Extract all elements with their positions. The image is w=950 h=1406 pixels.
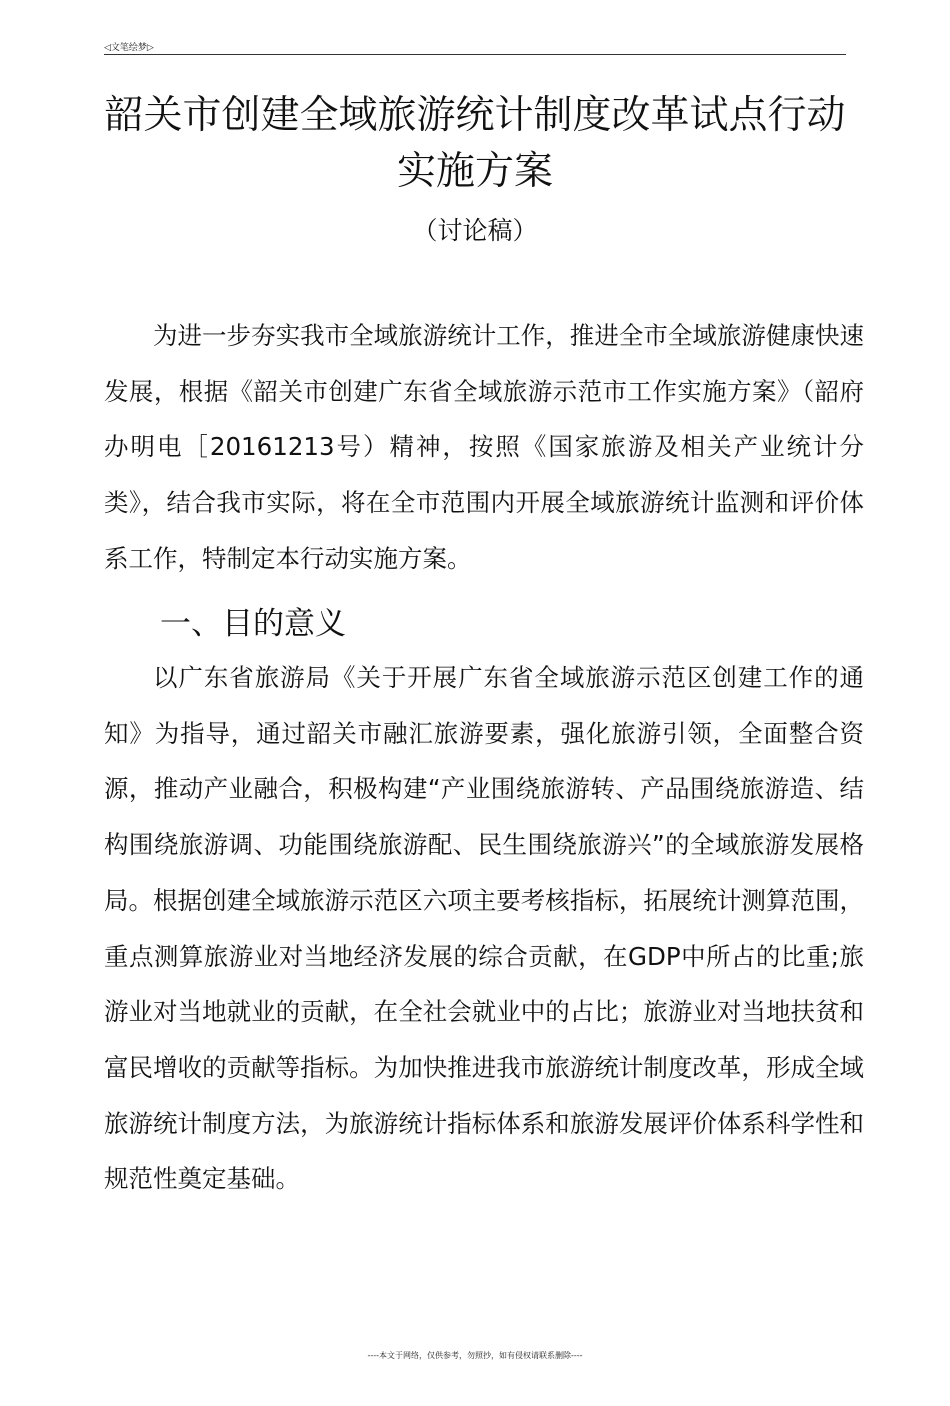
header-watermark: ◁文笔绘梦▷ — [104, 43, 154, 53]
section-heading-purpose: 一、目的意义 — [160, 606, 346, 642]
footer-disclaimer: ----本文于网络，仅供参考，勿照抄，如有侵权请联系删除---- — [367, 1351, 583, 1360]
intro-paragraph: 为进一步夯实我市全域旅游统计工作，推进全市全域旅游健康快速发展，根据《韶关市创建广东省全域旅游示范市工作实施方案》（韶府办明电［20161213号）精神，按照《国家旅游及相关产业统计分类》，结合我市实际，将在全市范围内开展全域旅游统计监测和评价体系工作，特制定本行动实施方案。 — [104, 321, 864, 573]
document-subtitle: （讨论稿） — [412, 216, 538, 245]
purpose-paragraph: 以广东省旅游局《关于开展广东省全域旅游示范区创建工作的通知》为指导，通过韶关市融汇旅游要素，强化旅游引领，全面整合资源，推动产业融合，积极构建“产业围绕旅游转、产品围绕旅游造、结构围绕旅游调、功能围绕旅游配、民生围绕旅游兴”的全域旅游发展格局。根据创建全域旅游示范区六项主要考核指标，拓展统计测算范围，重点测算旅游业对当地经济发展的综合贡献，在GDP中所占的比重;旅游业对当地就业的贡献，在全社会就业中的占比；旅游业对当地扶贫和富民增收的贡献等指标。为加快推进我市旅游统计制度改革，形成全域旅游统计制度方法，为旅游统计指标体系和旅游发展评价体系科学性和规范性奠定基础。 — [104, 663, 864, 1194]
document-title-line2: 实施方案 — [396, 149, 553, 194]
header-divider — [104, 54, 846, 55]
document-title-line1: 韶关市创建全域旅游统计制度改革试点行动 — [104, 93, 846, 138]
